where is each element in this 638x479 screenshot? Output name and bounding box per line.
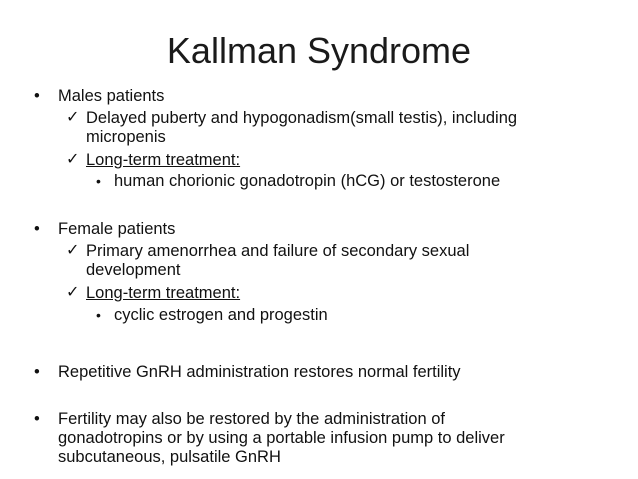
bullet-icon: • [34,220,40,238]
check-icon: ✓ [66,151,80,168]
section-heading-females: Female patients [58,220,176,238]
males-item-2-sub: human chorionic gonadotropin (hCG) or testosterone [114,172,501,190]
females-item-1-line2: development [86,261,181,279]
sub-bullet-icon: • [96,173,101,189]
slide-title: Kallman Syndrome [166,30,472,71]
bullet-icon: • [34,87,40,105]
gnrh-restores-text: Repetitive GnRH administration restores normal fertility [58,363,461,381]
check-icon: ✓ [66,109,80,126]
bullet-icon: • [34,363,40,381]
females-item-2-label: Long-term treatment: [86,284,241,302]
fertility-text-line1: Fertility may also be restored by the administration of [58,410,446,428]
females-item-1-line1: Primary amenorrhea and failure of secondary sexual [86,242,470,260]
sub-bullet-icon: • [96,307,101,323]
males-item-2-label: Long-term treatment: [86,151,241,169]
females-item-2-sub: cyclic estrogen and progestin [114,306,328,324]
males-item-1-line2: micropenis [86,128,166,146]
check-icon: ✓ [66,284,80,301]
section-heading-males: Males patients [58,87,165,105]
fertility-text-line3: subcutaneous, pulsatile GnRH [58,448,281,466]
males-item-1-line1: Delayed puberty and hypogonadism(small testis), including [86,109,518,127]
bullet-icon: • [34,410,40,428]
fertility-text-line2: gonadotropins or by using a portable infusion pump to deliver [58,429,505,447]
check-icon: ✓ [66,242,80,259]
